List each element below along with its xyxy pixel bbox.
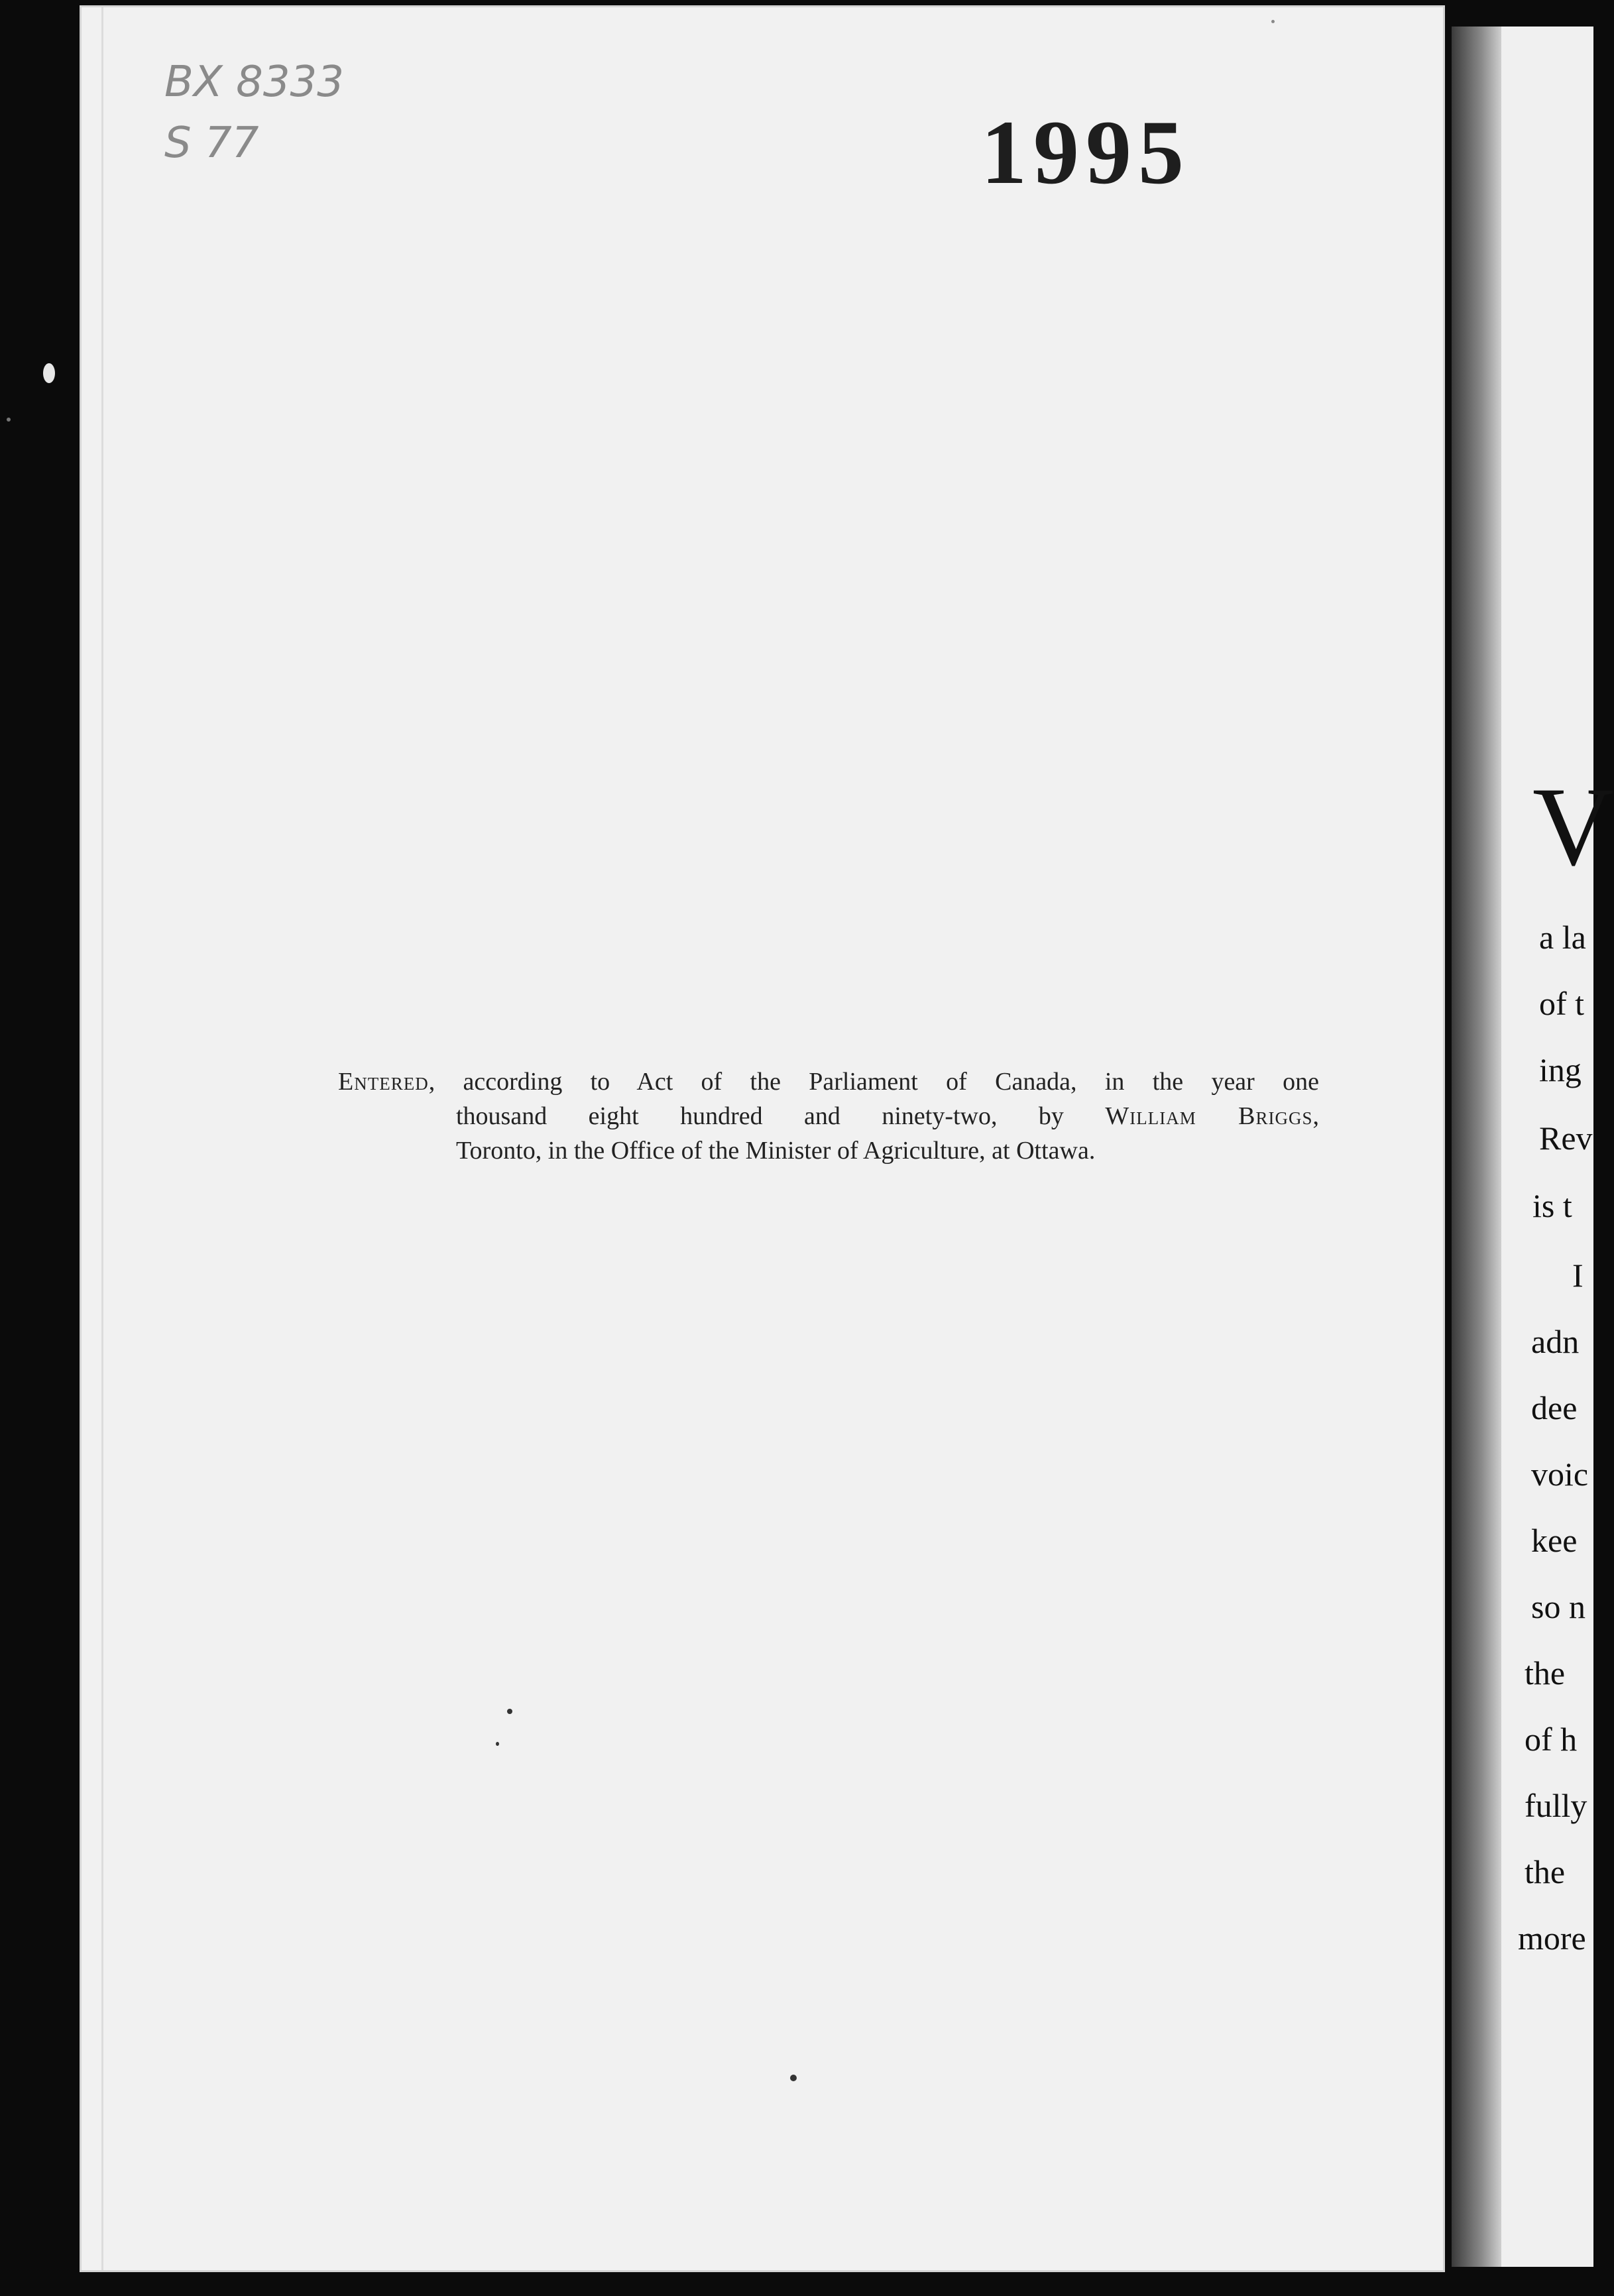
right-page-line: of t xyxy=(1539,985,1585,1022)
copyright-text: , xyxy=(1312,1102,1319,1130)
copyright-text: thousand eight hundred and ninety-two, by xyxy=(456,1102,1106,1130)
copyright-notice xyxy=(338,1064,1319,1168)
right-page-line: ing xyxy=(1539,1051,1582,1088)
gutter-shadow xyxy=(1452,27,1501,2267)
right-page-line: a la xyxy=(1539,919,1586,956)
call-number xyxy=(164,52,344,174)
right-page-line: fully xyxy=(1525,1787,1587,1824)
publisher-name: William Briggs xyxy=(1105,1102,1313,1130)
copyright-line-3 xyxy=(338,1133,1319,1168)
right-page-line: voic xyxy=(1531,1456,1589,1493)
right-page-line: of h xyxy=(1525,1721,1578,1758)
entered-word: Entered xyxy=(338,1068,429,1096)
right-page-line: so n xyxy=(1531,1588,1585,1625)
copyright-line-1 xyxy=(338,1064,1319,1099)
accession-number: 1995 xyxy=(981,101,1190,203)
right-page-line: dee xyxy=(1531,1389,1578,1426)
call-number-line: BX 8333 xyxy=(164,58,344,107)
copyright-line-2 xyxy=(338,1099,1319,1133)
right-page-line: Rev xyxy=(1539,1119,1593,1157)
right-page-line: adn xyxy=(1531,1323,1580,1360)
right-page-line: is t xyxy=(1532,1187,1572,1224)
right-page-line: kee xyxy=(1531,1522,1578,1559)
right-page-line: more xyxy=(1518,1920,1586,1957)
page-inner-edge xyxy=(101,7,103,2270)
drop-cap: V xyxy=(1532,764,1614,889)
right-page-line: the xyxy=(1525,1654,1566,1692)
copyright-text: , according to Act of the Parliament of Canada, in the year one xyxy=(428,1068,1319,1096)
right-page-line: the xyxy=(1525,1853,1566,1890)
call-number-line: S 77 xyxy=(164,119,259,168)
right-page-line: I xyxy=(1572,1257,1584,1294)
copyright-text: Toronto, in the Office of the Minister of Agriculture, at Ottawa. xyxy=(456,1137,1096,1165)
